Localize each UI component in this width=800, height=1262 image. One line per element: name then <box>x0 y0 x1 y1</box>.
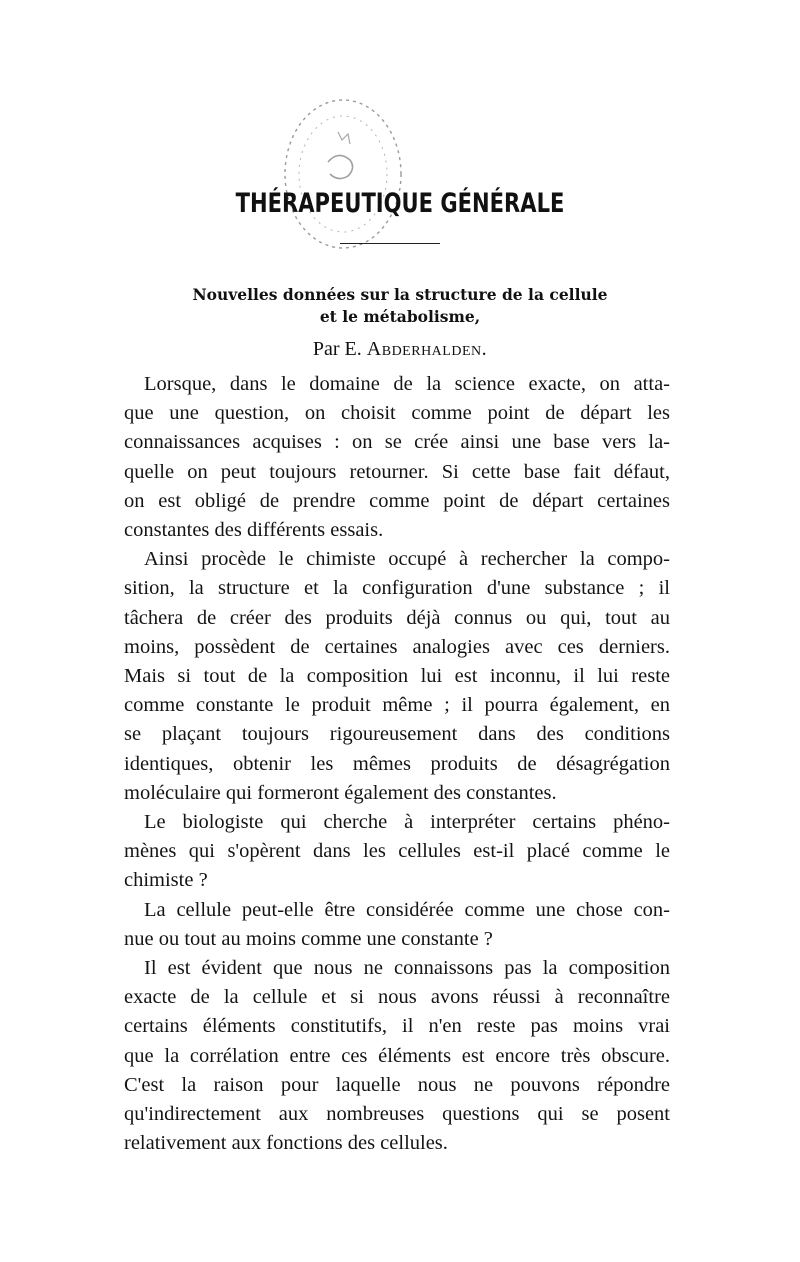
text-line: identiques, obtenir les mêmes produits de désagrégation <box>124 752 670 775</box>
text-line: relativement aux fonctions des cellules. <box>124 1132 448 1155</box>
text-line: certains éléments constitutifs, il n'en reste pas moins vrai <box>124 1015 670 1038</box>
text-line: Il est évident que nous ne connaissons pas la composition <box>144 957 670 980</box>
author-prefix: Par E. <box>312 338 362 360</box>
text-line: comme constante le produit même ; il pourra également, en <box>124 694 670 717</box>
text-line: nue ou tout au moins comme une constante ? <box>124 927 493 950</box>
text-line: Ainsi procède le chimiste occupé à rechercher la compo- <box>144 548 670 571</box>
text-line: Le biologiste qui cherche à interpréter certains phéno- <box>144 811 670 834</box>
article-body <box>124 370 670 1158</box>
text-line: La cellule peut-elle être considérée comme une chose con- <box>144 898 670 921</box>
text-line: Mais si tout de la composition lui est inconnu, il lui reste <box>124 665 670 688</box>
text-line: sition, la structure et la configuration d'une substance ; il <box>124 577 670 600</box>
text-line: qu'indirectement aux nombreuses questions qui se posent <box>124 1103 670 1126</box>
article-subtitle-line2: et le métabolisme, <box>319 307 481 326</box>
paragraph <box>124 808 670 896</box>
paragraph <box>124 954 670 1158</box>
paragraph <box>124 896 670 954</box>
text-line: connaissances acquises : on se crée ainsi une base vers la- <box>124 431 670 454</box>
section-title: THÉRAPEUTIQUE GÉNÉRALE <box>235 188 565 219</box>
text-line: exacte de la cellule et si nous avons réussi à reconnaître <box>124 986 670 1009</box>
text-line: mènes qui s'opèrent dans les cellules est-il placé comme le <box>124 840 670 863</box>
author-line <box>0 338 800 361</box>
text-line: se plaçant toujours rigoureusement dans des conditions <box>124 723 670 746</box>
library-stamp <box>268 92 418 272</box>
text-line: C'est la raison pour laquelle nous ne pouvons répondre <box>124 1073 670 1096</box>
author-name: Abderhalden. <box>366 338 488 360</box>
text-line: quelle on peut toujours retourner. Si cette base fait défaut, <box>124 460 670 483</box>
text-line: tâchera de créer des produits déjà connus ou qui, tout au <box>124 606 670 629</box>
article-subtitle-line1: Nouvelles données sur la structure de la cellule <box>192 285 608 304</box>
paragraph <box>124 370 670 545</box>
text-line: que la corrélation entre ces éléments est encore très obscure. <box>124 1044 670 1067</box>
text-line: constantes des différents essais. <box>124 519 384 542</box>
text-line: chimiste ? <box>124 869 208 892</box>
title-rule <box>340 243 440 244</box>
text-line: que une question, on choisit comme point de départ les <box>124 402 670 425</box>
text-line: moins, possèdent de certaines analogies avec ces derniers. <box>124 635 670 658</box>
text-line: Lorsque, dans le domaine de la science exacte, on atta- <box>144 373 670 395</box>
text-line: moléculaire qui formeront également des constantes. <box>124 781 557 804</box>
paragraph <box>124 545 670 808</box>
text-line: on est obligé de prendre comme point de départ certaines <box>124 489 670 512</box>
